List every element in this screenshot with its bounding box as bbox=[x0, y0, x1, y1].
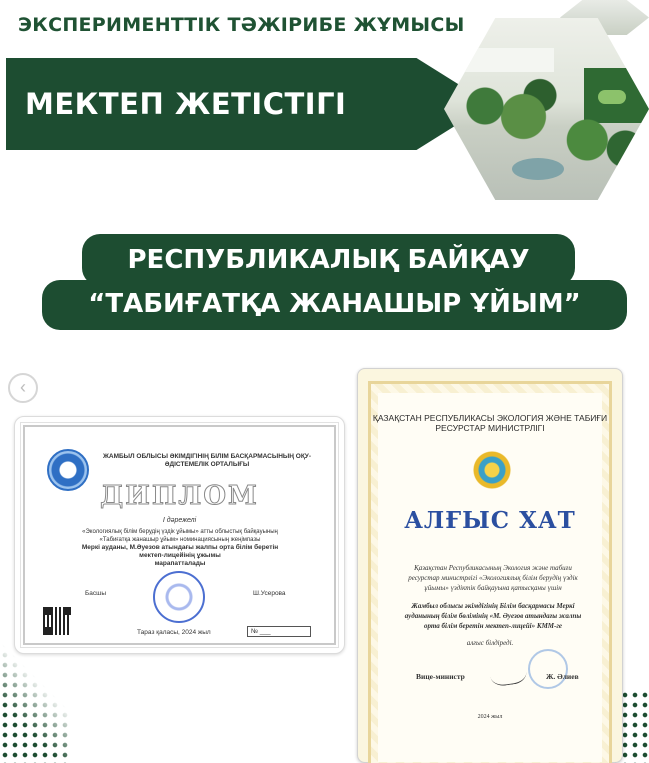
gratitude-letter[interactable] bbox=[357, 368, 623, 763]
banner-title: МЕКТЕП ЖЕТІСТІГІ bbox=[25, 87, 347, 121]
headline-line-2: “ТАБИҒАТҚА ЖАНАШЫР ҰЙЫМ” bbox=[42, 280, 627, 330]
diploma-line-5: марапатталады bbox=[154, 560, 206, 567]
diploma-org: ЖАМБЫЛ ОБЛЫСЫ ӘКІМДІГІНІҢ БІЛІМ БАСҚАРМАСЫНЫҢ ОҚУ-ӘДІСТЕМЕЛІК ОРТАЛЫҒЫ bbox=[103, 453, 311, 468]
photo-plants-right bbox=[554, 113, 649, 173]
letter-title: АЛҒЫС ХАТ bbox=[404, 507, 576, 534]
diploma-line-3: Меркі ауданы, М.Әуезов атындағы жалпы орта білім беретін bbox=[81, 544, 279, 551]
letter-sign-right: Ж. Әлиев bbox=[546, 672, 579, 681]
diploma-sign-left: Басшы bbox=[85, 590, 107, 597]
diploma-number: № ___ bbox=[247, 626, 311, 637]
diploma-line-2: «Табиғатқа жанашыр ұйым» номинациясының жеңімпазы bbox=[99, 537, 261, 543]
diploma-line-4: мектеп-лицейінің ұжымы bbox=[139, 552, 221, 559]
diploma-line-1: «Экологиялық білім берудің үздік ұйымы» атты облыстық байқауының bbox=[82, 529, 278, 535]
banner-accent bbox=[0, 58, 6, 150]
letter-body-1: Қазақстан Республикасының Экология және табиғи ресурстар министрлігі «Экологиялық білім берудің үздік ұйымы» үздіктік байқауына қатысқаны үшін bbox=[408, 564, 578, 592]
kazakhstan-emblem-icon bbox=[473, 451, 511, 489]
chevron-left-icon: ‹ bbox=[20, 377, 26, 397]
diploma-seal-icon bbox=[153, 571, 205, 623]
stamp-icon bbox=[528, 649, 568, 689]
photo-window bbox=[464, 48, 554, 72]
diploma-title: ДИПЛОМ bbox=[100, 481, 259, 511]
letter-body-2: Жамбыл облысы әкімдігінің Білім басқармасы Меркі ауданының білім бөлімінің «М. Әуезов атындағы жалпы орта білім беретін мектеп-лицейі» КММ-ге bbox=[404, 602, 582, 630]
diploma-city: Тараз қаласы, 2024 жыл bbox=[137, 629, 211, 636]
photo-wall-sign bbox=[598, 90, 626, 104]
diploma-sign-right: Ш.Усерова bbox=[253, 590, 286, 597]
school-greenhouse-photo bbox=[444, 18, 649, 200]
diploma-degree: I дәрежелі bbox=[162, 517, 197, 524]
photo-plants-left bbox=[452, 78, 562, 148]
letter-year: 2024 жыл bbox=[477, 714, 503, 720]
diploma-body bbox=[55, 528, 305, 568]
qr-code-icon bbox=[43, 607, 71, 635]
letter-ministry: ҚАЗАҚСТАН РЕСПУБЛИКАСЫ ЭКОЛОГИЯ ЖӘНЕ ТАБИҒИ РЕСУРСТАР МИНИСТРЛІГІ bbox=[372, 413, 608, 433]
headline-line-1: РЕСПУБЛИКАЛЫҚ БАЙҚАУ bbox=[82, 234, 575, 286]
letter-sign-left: Вице-министр bbox=[416, 672, 465, 681]
top-title: ЭКСПЕРИМЕНТТІК ТӘЖІРИБЕ ЖҰМЫСЫ bbox=[18, 14, 465, 36]
photo-pouf bbox=[512, 158, 564, 180]
letter-express: алғыс білдіреді. bbox=[466, 639, 514, 647]
diploma-certificate[interactable] bbox=[14, 416, 345, 654]
carousel-prev-button[interactable] bbox=[8, 373, 38, 403]
